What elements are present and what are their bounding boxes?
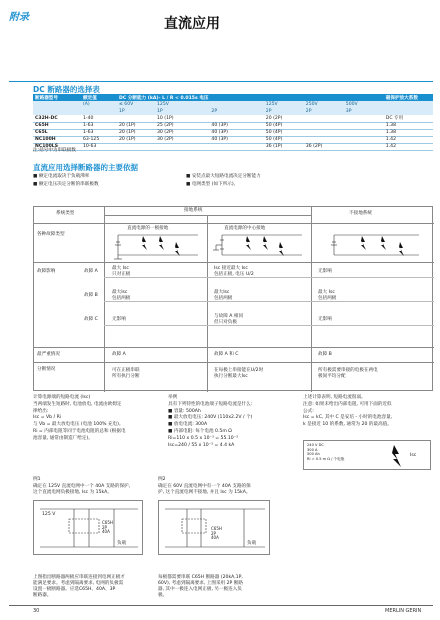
calc-example-text: 举例 具有下列特性的电池端子短路电流是什么: ■ 容量: 500Ah ■ 最大放电电压: 240V (110x2.2V / 个) ■ 放电电流: 300A ■ 内部电阻: 每个电池 0.5m Ω Ri=110 x 0.5 x 10⁻³ = 55.10⁻³ Isc=240 / 55 x 10⁻³ = 4.4 kA: [168, 395, 253, 448]
table-header-row: 断路器型号 额定值 DC 分断能力 (kA)- L / R < 0.015s 电压 磁保护放大系数: [33, 94, 433, 101]
grid-fault-impact: 故障影响: [37, 269, 56, 274]
grid-worst-case: 最严重情况: [37, 352, 60, 357]
grid-one-pole-grounded: 直流电源的一极接地: [127, 226, 169, 231]
example1-intro: 确定在 125V 直流电网中一个 40A 支路的保护, 这个直流电网负极接地, Isc 为 15kA。: [33, 484, 131, 495]
section-heading-criteria: 直流应用选择断路器的主要依据: [33, 163, 138, 172]
section-heading-selection: DC 断路器的选择表: [33, 85, 100, 94]
footer-rule: [9, 605, 433, 606]
grid-grounded: 接地系统: [184, 208, 203, 213]
grid-fault-types: 各种故障类型: [37, 232, 65, 237]
calc-note-text: 上述计算表明, 短路电流很弱。 注意: 如果未给出内部电阻, 可用下面的近似 公式: Isc = kC, 其中 C 是安培 - 小时的电池容量, k 是接近 10 的系数, 通常为 20 的最高值。: [303, 395, 393, 428]
bullet-breaking-capacity: 安装点最大短路电流决定分断能力: [191, 174, 261, 179]
example1-title: 例1: [33, 477, 41, 482]
criteria-bullets-left: ■ 额定电流取决于负载沸率 ■ 额定电压决定分断的串联极数: [33, 174, 99, 187]
system-type-grid: 系统类型 接地系统 不接地系统 直流电源的一极接地 直流电源的中心接地 各种故障类型 故障影响 故障 A 故障 B 故障 C 最大 Isc 只对正极 最大Isc 包括两极 无影响 Isc 接近最大 Isc 包括正极, 电压 U/2 最大Isc 包括两极 与故障 A 相同 但只对负极 无影响 最大 Isc 包括两极 无影响 最严重情况 故障 A 故障 A 和 C 故障 B 分断情况 可在正极串联 所有执行分断 在每极上串接能在U/2时 执行分断最大Isc 所有极需要串接的电极在两电 极间平均分配: [33, 206, 433, 391]
page-title: 直流应用: [164, 16, 220, 32]
bullet-rated-voltage: 额定电压决定分断的串联极数: [38, 182, 99, 187]
page-number: 30: [33, 608, 40, 614]
grid-ungrounded: 不接地系统: [349, 211, 372, 216]
grid-breaking-situation: 分断情况: [37, 367, 56, 372]
circuit-ungrounded: [324, 232, 424, 260]
table-row: NC100LS 10-63 36 (1P) 36 (2P) 1.42: [33, 143, 433, 150]
table-note: 注:括号中为串联极数: [33, 148, 76, 153]
calc-isc-text: 计算电源端的短路电流 (Isc) 当两端发生短路时, 电池放电, 电流由欧姆定 律给出: Isc = Vb / Ri 与 Vb = 最大放电电压 (电池 100% 充电)。 Ri = 内部电阻等同于电池电阻的总和 (根据电 池容量, 通常由制造厂给定)。: [33, 395, 126, 441]
brand-logo-text: MERLIN GERIN: [385, 608, 422, 614]
table-row: NC100H 63-125 20 (1P) 30 (2P) 40 (3P) 50 (4P) 1.42: [33, 136, 433, 143]
grid-system-type: 系统类型: [56, 211, 75, 216]
circuit-one-pole-grounded: [108, 232, 203, 260]
circuit-center-grounded: [212, 232, 307, 260]
table-row: C65H 1-63 20 (1P) 25 (2P) 40 (3P) 50 (4P) 1.38: [33, 122, 433, 129]
table-voltage-row: (A) ≤ 60V 125V 125V 250V 500V: [33, 101, 433, 108]
breaker-selection-table: [33, 94, 433, 151]
example2-circuit: C65H 2P 40A 负载: [158, 500, 270, 555]
appendix-tag: 附录: [9, 12, 29, 23]
battery-figure: 240 V DC 300 A 500 Ah Ri = 0.5 m Ω / 个电瓶 Isc: [303, 440, 431, 470]
table-row: C65L 1-63 20 (1P) 30 (2P) 40 (3P) 50 (4P) 1.38: [33, 129, 433, 136]
example1-solution: 上图指出断路器两极应串联连接到电网正极才 能满足要求。考虑到隔离要求, 电网的负极需 设置一极断路器。应选C65H、40A、3P 断路器。: [33, 575, 125, 598]
bullet-network-type: 电网类型 (如下所示)。: [191, 182, 239, 187]
example2-solution: 每极都需要串联 C65H 断路器 (20kA,1P, 60V), 考虑到隔离要求, 上图采用 2P 断路 器, 其中一极连入电网正极, 另一极连入负 极。: [158, 575, 243, 598]
table-poles-row: 1P 1P 2P 2P 2P 3P: [33, 108, 433, 115]
example1-circuit: 125 V C65H 2P 40A 负载: [33, 500, 143, 555]
table-row: C32H-DC 1-40 10 (1P) 20 (2P) DC 专用: [33, 115, 433, 122]
grid-center-grounded: 直流电源的中心接地: [224, 226, 266, 231]
header-rule: [9, 81, 433, 82]
criteria-bullets-right: ■ 安装点最大短路电流决定分断能力 ■ 电网类型 (如下所示)。: [186, 174, 261, 187]
bullet-rated-current: 额定电流取决于负载沸率: [38, 174, 90, 179]
example2-title: 例2: [158, 477, 166, 482]
example2-intro: 确定在 60V 直流电网中有一个 40A 支路的保 护, 这个直流电网不接地, 并且 Isc 为 15kA。: [158, 484, 251, 495]
